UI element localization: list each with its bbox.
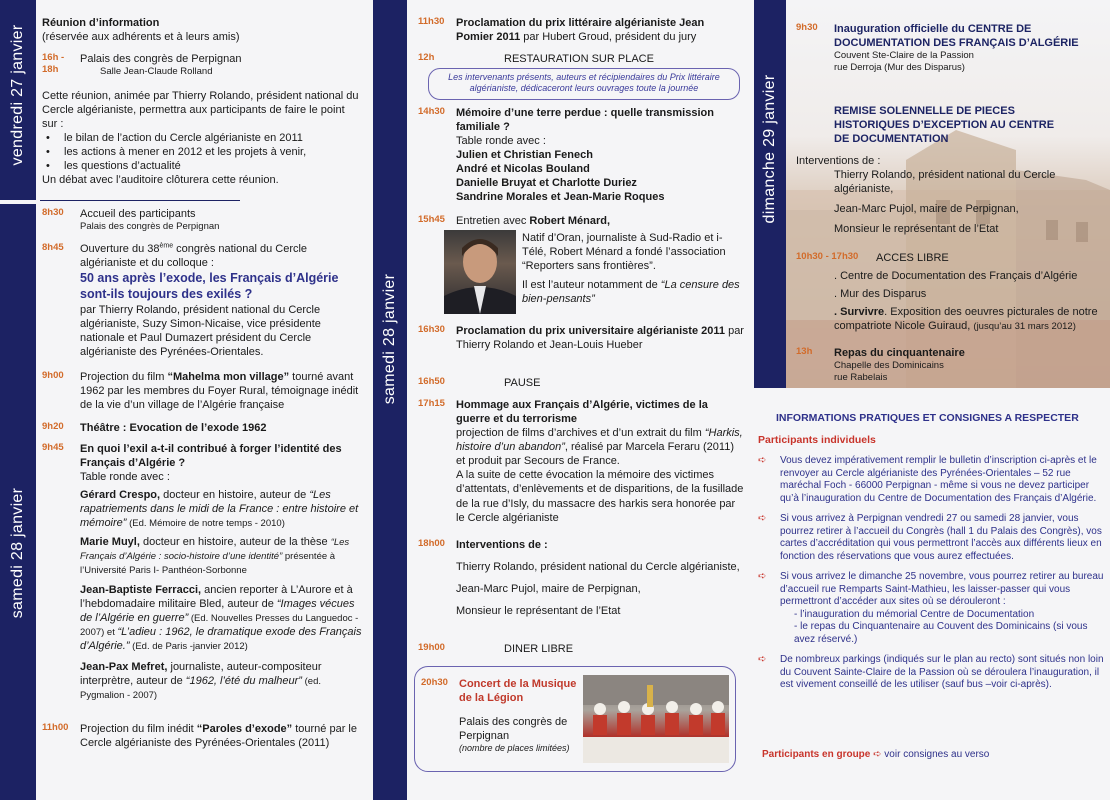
event-title: Accueil des participants	[80, 208, 196, 220]
side-label-sunday: dimanche 29 janvier	[761, 74, 778, 224]
panelist: Marie Muyl, docteur en histoire, auteur de la thèse “Les Français d’Algérie : socio-histoire d’une identité” présentée à l’Université Paris I- Panthéon-Sorbonne	[80, 535, 350, 576]
speaker-line: Thierry Rolando, président national du Cercle algérianiste,	[456, 561, 740, 574]
list-item: • les questions d’actualité	[42, 159, 360, 173]
film-title: “Mahelma mon village”	[167, 371, 290, 383]
side-label-saturday-mid: samedi 28 janvier	[381, 273, 398, 405]
event-text: Ouverture du 38	[80, 243, 160, 255]
speaker-line: Monsieur le représentant de l’Etat	[834, 223, 999, 236]
panelist: Jean-Baptiste Ferracci, ancien reporter à L’Aurore et à l’hebdomadaire militaire Bled, auteur de “Images vécues de l’Algérie en guerre” (Ed. Nouvelles Presses du Languedoc - 2007) et “L’adieu : 1962, le dramatique exode des Français d’Algérie.” (Ed. de Paris -janvier 2012)	[80, 584, 362, 653]
divider	[40, 200, 240, 201]
event-text: tourné par le Cercle algérianiste des Pyrénées-Orientales (2011)	[80, 723, 357, 750]
time-label: 15h45	[418, 214, 445, 225]
info-paragraph: ➪ De nombreux parkings (indiqués sur le plan au recto) sont situés non loin du Couvent Sainte-Claire de la Passion où se déroulera l’inauguration, il est vivement conseillé de les utiliser (sauf bus –voir ci-après).	[758, 654, 1104, 690]
event-text: par Hubert Groud, président du jury	[520, 31, 697, 44]
event-title: Hommage aux Français d’Algérie, victimes de la guerre et du terrorisme	[456, 399, 708, 426]
panelist: Gérard Crespo, docteur en histoire, auteur de “Les rapatriements dans le midi de la France : entre histoire et mémoire” (Ed. Mémoire de notre temps - 2010)	[80, 489, 359, 530]
column-1	[42, 0, 364, 800]
time-label: 19h00	[418, 642, 445, 653]
band-saturday-left	[0, 204, 36, 800]
event-text: par Thierry Rolando et Jean-Louis Hueber	[456, 325, 744, 352]
column-2	[418, 0, 744, 800]
time-label: 10h30 - 17h30	[796, 251, 859, 262]
colloque-headline: 50 ans après l’exode, les Français d’Algérie sont-ils toujours des exilés ?	[80, 271, 339, 302]
event-title: ACCES LIBRE	[876, 252, 949, 264]
time-label: 17h15	[418, 398, 445, 409]
event-place: rue Rabelais	[834, 372, 888, 384]
time-label: 16h30	[418, 324, 445, 335]
event-title: Interventions de :	[796, 155, 881, 167]
event-text: Il est l’auteur notamment de	[522, 279, 661, 292]
event-title: DINER LIBRE	[504, 643, 574, 655]
info-paragraph: ➪ Si vous arrivez le dimanche 25 novembre, vous pourrez retirer au bureau d’accueil rue Remparts Saint-Mathieu, les laisser-passer qui vous permettront d’accéder aux sites où se dérouleront : - l’inauguration du mémorial Centre de Documentation - le repas du Cinquantenaire au Couvent des Dominicains (si vous avez réservé.)	[758, 571, 1104, 645]
arrow-bullet-icon: ➪	[758, 654, 767, 665]
event-text: tourné avant 1962 par les membres du Foyer Rural, témoignage inédit de la vie d’un village de l’Algérie française	[80, 371, 359, 412]
time-label: 9h20	[42, 421, 64, 432]
book-title: “La censure des bien-pensants”	[522, 279, 740, 306]
event-title: Repas du cinquantenaire	[834, 347, 965, 359]
event-title: REMISE SOLENNELLE DE PIECES HISTORIQUES D’EXCEPTION AU CENTRE DE DOCUMENTATION	[834, 105, 1055, 146]
arrow-bullet-icon: ➪	[758, 455, 767, 466]
guest-bio: Natif d’Oran, journaliste à Sud-Radio et i-Télé, Robert Ménard a fondé l’association “Reporters sans frontières”.	[522, 232, 726, 273]
time-label: 9h30	[796, 22, 818, 33]
reunion-title: Réunion d’information	[42, 17, 160, 29]
concert-box	[414, 666, 736, 772]
participants-title: Participants individuels	[758, 434, 876, 446]
side-label-saturday-left: samedi 28 janvier	[9, 487, 26, 619]
reunion-list	[42, 131, 360, 173]
list-item: Danielle Bruyat et Charlotte Duriez	[456, 177, 637, 190]
event-place: Couvent Ste-Claire de la Passion	[834, 50, 974, 62]
event-text: Projection du film inédit	[80, 723, 197, 735]
event-text: A la suite de cette évocation la mémoire des victimes d’attentats, d’enlèvements et de disparitions, de la fusillade de la rue d’Isly, du massacre des harkis sera honorée par le Cercle algérianiste	[456, 469, 744, 524]
film-title: “Harkis, histoire d’un abandon”	[456, 427, 743, 454]
time-label: 8h45	[42, 242, 64, 253]
band-photo	[583, 675, 729, 763]
list-item: . Survivre. Exposition des oeuvres picturales de notre compatriote Nicole Guiraud, (jusqu’au 31 mars 2012)	[834, 306, 1098, 333]
list-item: . Centre de Documentation des Français d’Algérie	[834, 270, 1078, 283]
time-label: 16h50	[418, 376, 445, 387]
panelist: Jean-Pax Mefret, journaliste, auteur-compositeur interprètre, auteur de “1962, l’été du malheur” (ed. Pygmalion - 2007)	[80, 660, 322, 701]
event-subtitle: Table ronde avec :	[456, 135, 546, 148]
event-place: Chapelle des Dominicains	[834, 360, 944, 372]
event-title: Proclamation du prix universitaire algérianiste 2011	[456, 325, 726, 337]
band-saturday-mid	[373, 0, 407, 800]
event-text: , réalisé par Marcela Feraru (2011) et produit par Secours de France.	[456, 441, 735, 468]
event-text: projection de films d’archives et d’un extrait du film	[456, 427, 705, 440]
side-label-friday: vendredi 27 janvier	[9, 24, 26, 166]
list-item: Julien et Christian Fenech	[456, 149, 593, 162]
list-item: • les actions à mener en 2012 et les projets à venir,	[42, 145, 360, 159]
reunion-end: Un débat avec l’auditoire clôturera cette réunion.	[42, 174, 279, 187]
dedication-note: Les intervenants présents, auteurs et récipiendaires du Prix littéraire algérianiste, dédicaceront leurs ouvrages toute la journée	[428, 68, 740, 100]
event-subtitle: Table ronde avec :	[80, 471, 170, 484]
speaker-line: Monsieur le représentant de l’Etat	[456, 605, 621, 618]
superscript: ème	[159, 242, 174, 250]
event-title: En quoi l’exil a-t-il contribué à forger l’identité des Français d’Algérie ?	[80, 443, 342, 470]
time-label: 11h30	[418, 16, 445, 27]
event-place: Palais des congrès de Perpignan	[459, 716, 568, 743]
event-note: (nombre de places limitées)	[459, 743, 570, 754]
info-paragraph: ➪ Vous devez impérativement remplir le bulletin d’inscription ci-après et le renvoyer au Cercle algérianiste des Pyrénées-Orientales – 52 rue maréchal Foch - 66000 Perpignan - même si vous ne devez participer qu’à l’inauguration du Centre de Documentation des Français d’Algérie.	[758, 455, 1097, 504]
time-label: 14h30	[418, 106, 445, 117]
time-label: 9h00	[42, 370, 64, 381]
speaker-line: Jean-Marc Pujol, maire de Perpignan,	[834, 203, 1019, 216]
event-title: Théâtre : Evocation de l’exode 1962	[80, 422, 267, 434]
event-text: Entretien avec	[456, 215, 530, 227]
event-place: rue Derroja (Mur des Disparus)	[834, 62, 965, 74]
event-text: Projection du film	[80, 371, 168, 383]
reunion-text: Cette réunion, animée par Thierry Rolando, président national du Cercle algérianiste, permettra aux participants de faire le point sur :	[42, 90, 359, 131]
guest-name: Robert Ménard,	[529, 215, 611, 227]
arrow-bullet-icon: ➪	[873, 749, 882, 760]
time-label: 20h30	[421, 677, 448, 688]
list-item: . Mur des Disparus	[834, 288, 927, 301]
list-item: André et Nicolas Bouland	[456, 163, 590, 176]
event-title: Concert de la Musique de la Légion	[459, 678, 577, 705]
time-label: 12h	[418, 52, 435, 63]
reunion-place: Palais des congrès de Perpignan	[80, 53, 242, 65]
time-label: 13h	[796, 346, 813, 357]
event-title: PAUSE	[504, 377, 541, 389]
reunion-room: Salle Jean-Claude Rolland	[100, 66, 213, 78]
event-title: Mémoire d’une terre perdue : quelle transmission familiale ?	[456, 107, 714, 134]
event-title: RESTAURATION SUR PLACE	[504, 53, 654, 65]
band-friday	[0, 0, 36, 200]
arrow-bullet-icon: ➪	[758, 571, 767, 582]
event-place: Palais des congrès de Perpignan	[80, 221, 220, 233]
list-item: • le bilan de l’action du Cercle algérianiste en 2011	[42, 131, 360, 145]
speaker-line: Thierry Rolando, président national du Cercle algérianiste,	[834, 169, 1056, 196]
event-title: Inauguration officielle du CENTRE DE DOCUMENTATION DES FRANÇAIS D’ALGÉRIE	[834, 23, 1079, 50]
event-detail: par Thierry Rolando, président national du Cercle algérianiste, Suzy Simon-Nicaise, vice présidente nationale et Paul Dumazert président du Cercle algérianiste des Pyrénées-Orientales.	[80, 303, 321, 358]
list-item: Sandrine Morales et Jean-Marie Roques	[456, 191, 665, 204]
info-paragraph: ➪ Si vous arrivez à Perpignan vendredi 27 ou samedi 28 janvier, vous pourrez retirer à l’accueil du Congrès (hall 1 du Palais des Congrès), vos cartes d’accréditation qui vous permettront l’accès aux différents lieux en fonction des réservations que vous aurez effectuées.	[758, 513, 1102, 562]
speaker-line: Jean-Marc Pujol, maire de Perpignan,	[456, 583, 641, 596]
band-sunday	[754, 0, 786, 388]
film-title: “Paroles d’exode”	[196, 723, 293, 735]
time-label: 16h - 18h	[42, 52, 65, 76]
event-text: congrès national du Cercle algérianiste et du colloque :	[80, 243, 308, 270]
portrait-photo	[444, 230, 516, 314]
group-participants: Participants en groupe ➪ voir consignes au verso	[762, 749, 990, 760]
info-title: INFORMATIONS PRATIQUES ET CONSIGNES A RESPECTER	[776, 412, 1079, 424]
arrow-bullet-icon: ➪	[758, 513, 767, 524]
event-title: Interventions de :	[456, 539, 548, 551]
time-label: 8h30	[42, 207, 64, 218]
time-label: 9h45	[42, 442, 64, 453]
time-label: 18h00	[418, 538, 445, 549]
time-label: 11h00	[42, 722, 69, 733]
reunion-subtitle: (réservée aux adhérents et à leurs amis)	[42, 31, 240, 44]
event-title: Proclamation du prix littéraire algérianiste Jean Pomier 2011	[456, 17, 705, 44]
